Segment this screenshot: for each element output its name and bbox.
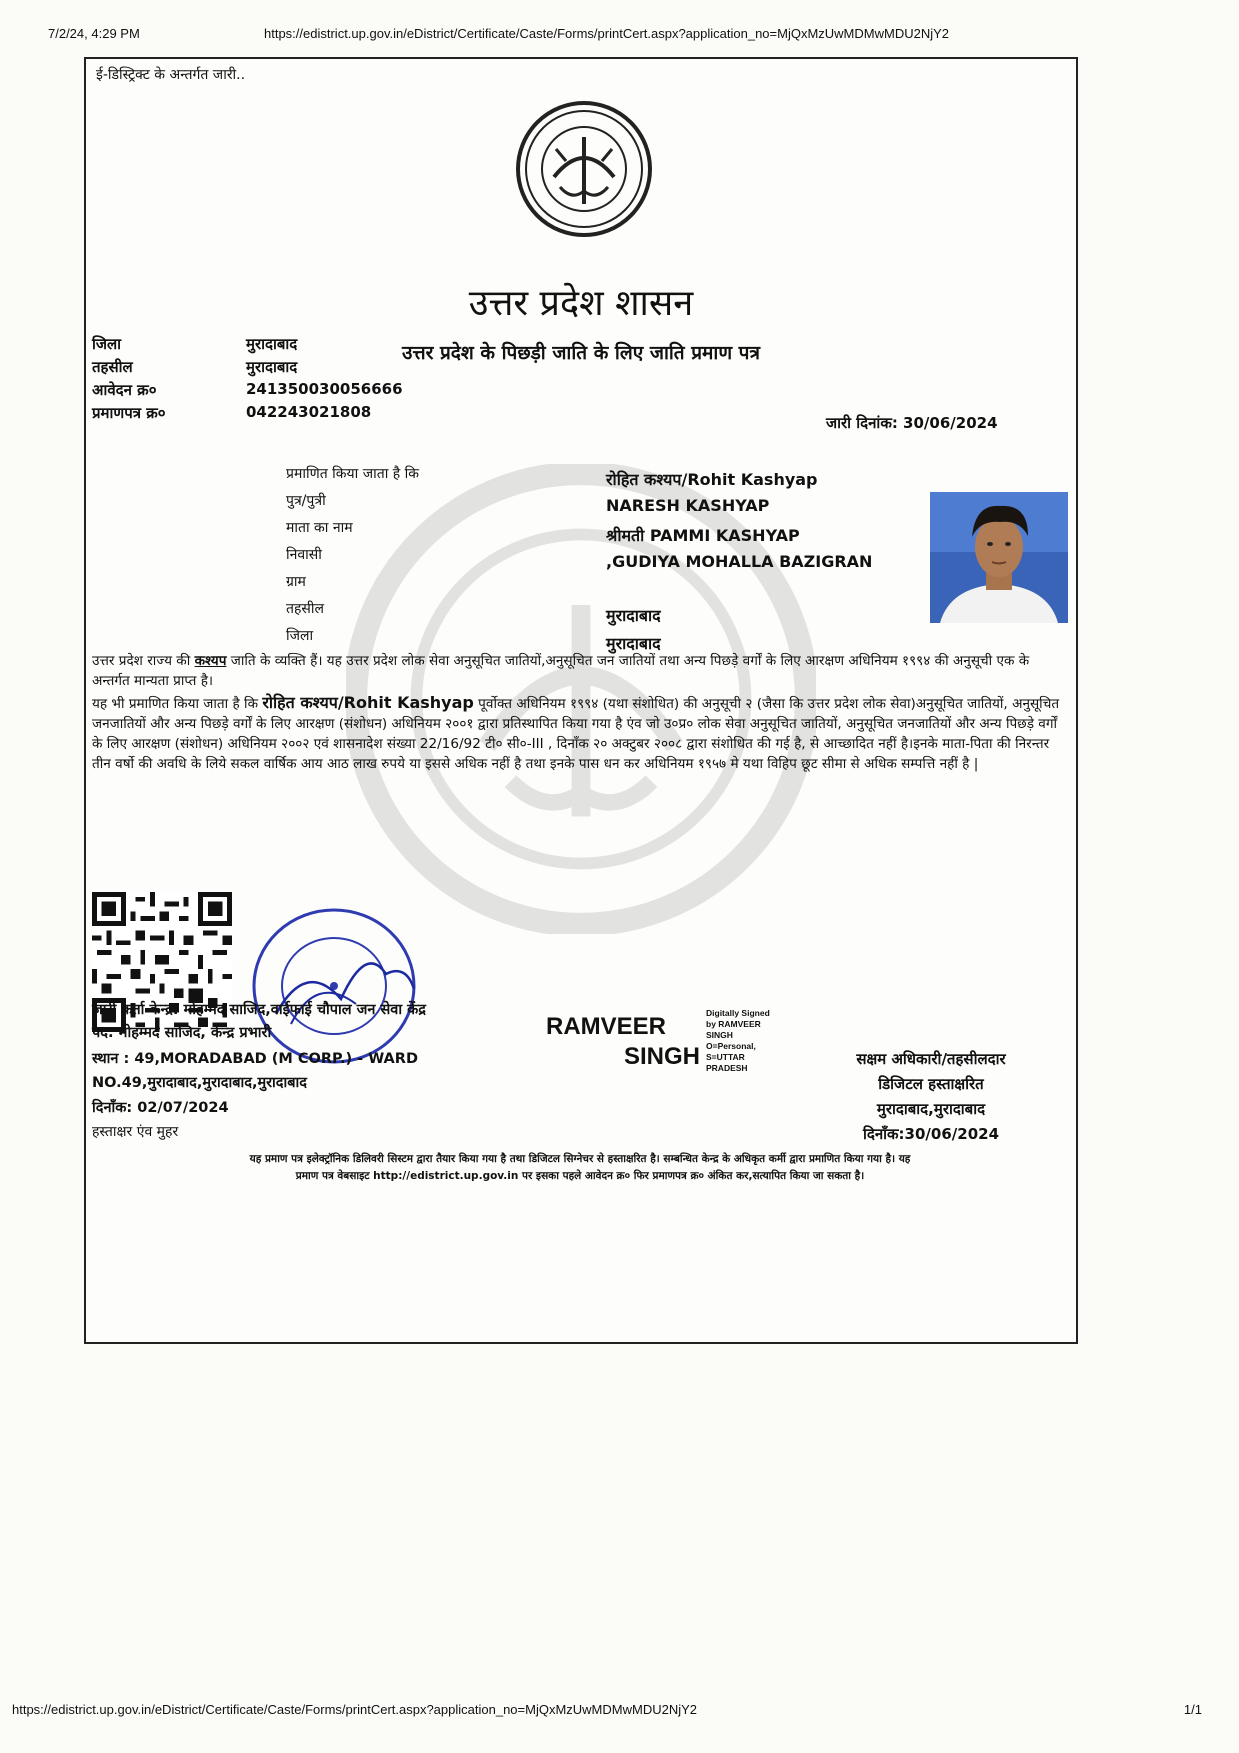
field-mother-name: श्रीमती PAMMI KASHYAP <box>606 526 800 545</box>
print-footer <box>12 1702 1212 1726</box>
field-parent-label: पुत्र/पुत्री <box>286 493 326 509</box>
officer-signed: डिजिटल हस्ताक्षरित <box>878 1075 984 1093</box>
signature-stamp-label: हस्ताक्षर एंव मुहर <box>92 1124 179 1140</box>
issuing-centre: जारी कर्ता केन्द्र: मोहम्मद साजिद,वाईफाई चौपाल जन सेवा केंद्र <box>92 1002 427 1018</box>
district-value: मुरादाबाद <box>246 335 298 353</box>
field-mother-label: माता का नाम <box>286 520 353 536</box>
creamy-layer-paragraph: यह भी प्रमाणित किया जाता है कि रोहित कश्यप/Rohit Kashyap पूर्वोक्त अधिनियम १९९४ (यथा संशोधित) की अनुसूची २ (जैसा कि उत्तर प्रदेश लोक सेवा)अनुसूचित जातियों, अनुसूचित जनजातियों और अन्य पिछड़े वर्गों के लिए आरक्षण (संशोधन) अधिनियम २००१ द्वारा प्रतिस्थापित किया गया है एंव जो उ०प्र० लोक सेवा अनुसूचित जातियों, अनुसूचित जनजातियों और अन्य पिछड़े वर्गों के लिए आरक्षण (संशोधन) अधिनियम २००२ एवं शासनादेश संख्या 22/16/92 टी० सी०-III , दिनाँक २० अक्टुबर २००८ द्वारा संशोधित की गई है, से आच्छादित नहीं है।इनके माता-पिता की निरन्तर तीन वर्षो की अवधि के लिये सकल वार्षिक आय आठ लाख रुपये या इससे अधिक नहीं है तथा इनके पास धन कर अधिनियम १९५७ मे यथा विहिप छूट सीमा से अधिक सम्पत्ति नहीं है | <box>92 693 1060 772</box>
issuer-place-line2: NO.49,मुरादाबाद,मुरादाबाद,मुरादाबाद <box>92 1075 307 1091</box>
issuer-post: पद: मोहम्मद साजिद, केन्द्र प्रभारी <box>92 1025 272 1041</box>
caste-certificate <box>84 57 1078 1344</box>
field-district-value: मुरादाबाद <box>606 634 661 653</box>
certificate-no-value: 042243021808 <box>246 403 372 421</box>
digital-signature-name: RAMVEER SINGH <box>546 1013 701 1070</box>
field-tehsil-value: मुरादाबाद <box>606 606 661 625</box>
verification-disclaimer: यह प्रमाण पत्र इलेक्ट्रॉनिक डिलिवरी सिस्टम द्वारा तैयार किया गया है तथा डिजिटल सिग्नेचर से हस्ताक्षरित है। सम्बन्धित केन्द्र के अधिकृत कर्मी द्वारा प्रमाणित किया गया है। यह प्रमाण पत्र वेबसाइट http://edistrict.up.gov.in पर इसका पहले आवेदन क्र० फिर प्रमाणपत्र क्र० अंकित कर,सत्यापित किया जा सकता है। <box>249 1153 911 1182</box>
issue-date: जारी दिनांक: 30/06/2024 <box>826 414 998 432</box>
certificate-no-label: प्रमाणपत्र क्र० <box>92 404 166 422</box>
field-father-name: NARESH KASHYAP <box>606 496 770 515</box>
print-url: https://edistrict.up.gov.in/eDistrict/Certificate/Caste/Forms/printCert.aspx?application_no=MjQxMzUwMDMwMDU2NjY2 <box>264 26 950 41</box>
government-heading: उत्तर प्रदेश शासन <box>468 283 694 324</box>
application-no-value: 241350030056666 <box>246 380 403 398</box>
paragraph-applicant-name: रोहित कश्यप/Rohit Kashyap <box>262 693 474 712</box>
tehsil-label: तहसील <box>92 358 133 376</box>
district-label: जिला <box>92 335 122 353</box>
applicant-photo <box>930 492 1068 623</box>
field-tehsil-label: तहसील <box>286 601 324 617</box>
issuer-date: दिनाँक: 02/07/2024 <box>92 1100 229 1116</box>
field-applicant-name: रोहित कश्यप/Rohit Kashyap <box>606 470 818 489</box>
tehsil-value: मुरादाबाद <box>246 358 298 376</box>
issuer-place-line1: स्थान : 49,MORADABAD (M CORP.) - WARD <box>92 1051 418 1067</box>
issued-under-note: ई-डिस्ट्रिक्ट के अन्तर्गत जारी.. <box>96 67 246 83</box>
up-govt-emblem-icon <box>514 99 654 239</box>
officer-place: मुरादाबाद,मुरादाबाद <box>876 1100 986 1118</box>
print-header <box>48 26 1198 52</box>
field-certified-label: प्रमाणित किया जाता है कि <box>286 466 420 482</box>
page-number: 1/1 <box>1183 1702 1202 1717</box>
field-address: ,GUDIYA MOHALLA BAZIGRAN <box>606 552 873 571</box>
print-datetime: 7/2/24, 4:29 PM <box>48 26 140 41</box>
field-village-label: ग्राम <box>286 574 306 590</box>
digital-signature-details: Digitally Signed by RAMVEER SINGH O=Personal, S=UTTAR PRADESH <box>706 1008 770 1073</box>
officer-title: सक्षम अधिकारी/तहसीलदार <box>856 1050 1006 1068</box>
application-no-label: आवेदन क्र० <box>92 381 157 399</box>
field-district-label: जिला <box>286 628 314 644</box>
caste-statement-paragraph: उत्तर प्रदेश राज्य की कश्यप जाति के व्यक्ति हैं। यह उत्तर प्रदेश लोक सेवा अनुसूचित जातियों,अनुसूचित जन जातियों तथा अन्य पिछड़े वर्गों के लिए आरक्षण अधिनियम १९९४ की अनुसूची एक के अन्तर्गत मान्यता प्राप्त है। <box>92 653 1030 689</box>
officer-date: दिनाँक:30/06/2024 <box>862 1125 1000 1143</box>
jan-seva-kendra-seal <box>246 904 421 1069</box>
certificate-title: उत्तर प्रदेश के पिछड़ी जाति के लिए जाति प्रमाण पत्र <box>402 342 760 364</box>
field-resident-label: निवासी <box>286 547 322 563</box>
footer-url: https://edistrict.up.gov.in/eDistrict/Certificate/Caste/Forms/printCert.aspx?application_no=MjQxMzUwMDMwMDU2NjY2 <box>12 1702 698 1717</box>
caste-name: कश्यप <box>194 653 227 669</box>
